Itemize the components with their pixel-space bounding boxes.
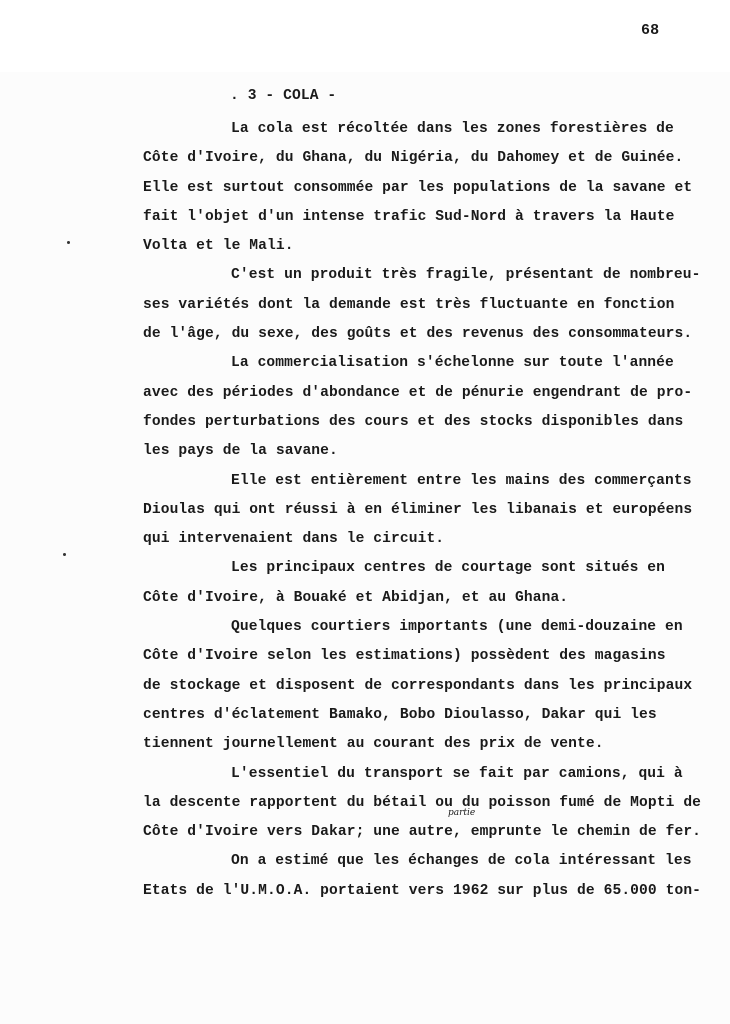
text-line: C'est un produit très fragile, présentant de nombreu- xyxy=(231,267,701,284)
text-line: Volta et le Mali. xyxy=(143,238,294,255)
text-line: centres d'éclatement Bamako, Bobo Dioulasso, Dakar qui les xyxy=(143,706,657,723)
text-line: les pays de la savane. xyxy=(143,443,338,460)
text-line: fait l'objet d'un intense trafic Sud-Nord à travers la Haute xyxy=(143,208,675,225)
margin-mark xyxy=(63,553,66,556)
text-line: L'essentiel du transport se fait par camions, qui à xyxy=(231,765,683,782)
body-text xyxy=(143,115,703,906)
text-line: On a estimé que les échanges de cola intéressant les xyxy=(231,853,692,870)
text-line-with-insertion xyxy=(143,818,703,847)
text-line: Quelques courtiers importants (une demi-douzaine en xyxy=(231,619,683,636)
text-line: La commercialisation s'échelonne sur toute l'année xyxy=(231,355,674,372)
text-line: tiennent journellement au courant des prix de vente. xyxy=(143,736,604,753)
text-line: Elle est surtout consommée par les populations de la savane et xyxy=(143,179,693,196)
text-line: Elle est entièrement entre les mains des commerçants xyxy=(231,472,692,489)
text-line: de stockage et disposent de correspondants dans les principaux xyxy=(143,677,693,694)
text-line: Dioulas qui ont réussi à en éliminer les libanais et européens xyxy=(143,501,693,518)
text-line: Les principaux centres de courtage sont situés en xyxy=(231,560,666,577)
text-line: avec des périodes d'abondance et de pénurie engendrant de pro- xyxy=(143,384,693,401)
text-line: Côte d'Ivoire vers Dakar; une autre, emprunte le chemin de fer. xyxy=(143,824,702,841)
text-line: Côte d'Ivoire selon les estimations) possèdent des magasins xyxy=(143,648,666,665)
page-header-band xyxy=(0,0,730,72)
section-heading: . 3 - COLA - xyxy=(230,88,337,104)
margin-mark xyxy=(67,241,70,244)
text-line: la descente rapportent du bétail ou du poisson fumé de Mopti de xyxy=(143,794,702,811)
page-number: 68 xyxy=(641,22,660,39)
text-line: de l'âge, du sexe, des goûts et des revenus des consommateurs. xyxy=(143,326,693,343)
text-line: qui intervenaient dans le circuit. xyxy=(143,531,445,548)
text-line: ses variétés dont la demande est très fluctuante en fonction xyxy=(143,296,675,313)
handwritten-insertion: partie xyxy=(448,808,476,818)
text-line: Côte d'Ivoire, du Ghana, du Nigéria, du Dahomey et de Guinée. xyxy=(143,150,684,167)
text-line: fondes perturbations des cours et des stocks disponibles dans xyxy=(143,413,684,430)
text-line: Etats de l'U.M.O.A. portaient vers 1962 sur plus de 65.000 ton- xyxy=(143,882,702,899)
text-line: La cola est récoltée dans les zones forestières de xyxy=(231,121,674,137)
text-line: Côte d'Ivoire, à Bouaké et Abidjan, et au Ghana. xyxy=(143,589,569,606)
